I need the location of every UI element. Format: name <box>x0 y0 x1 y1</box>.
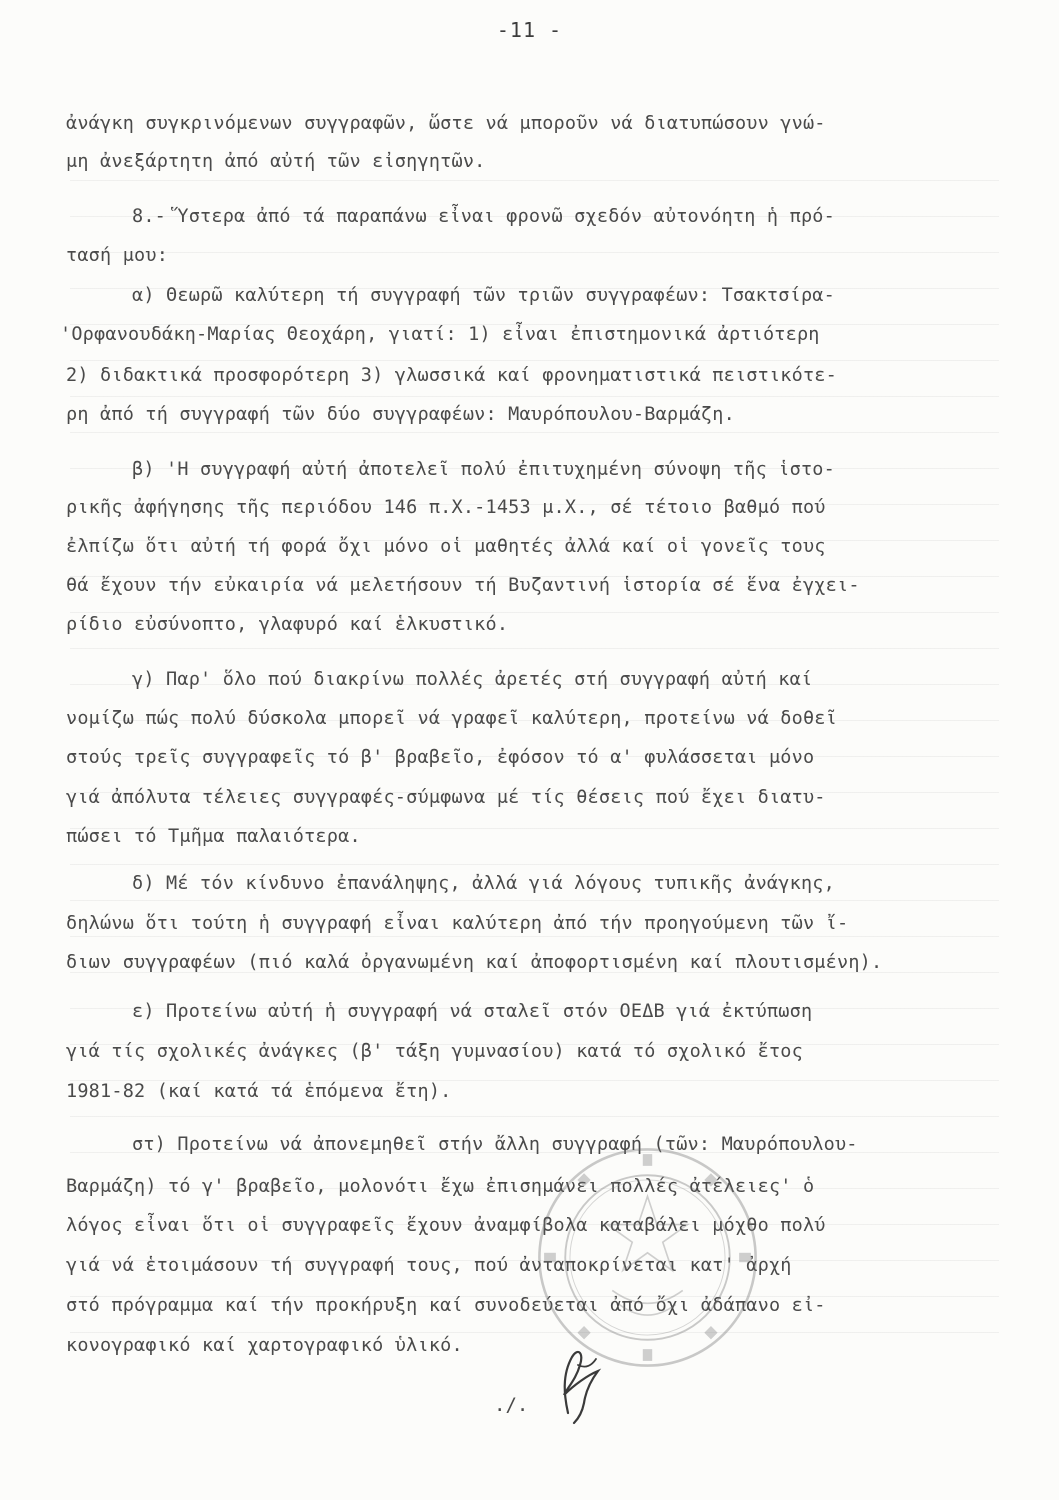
text-line: ρίδιο εὐσύνοπτο, γλαφυρό καί ἑλκυστικό. <box>66 614 509 635</box>
text-line: γιά νά ἑτοιμάσουν τή συγγραφή τους, πού ἀνταποκρίνεται κατ' ἀρχή <box>66 1255 792 1276</box>
text-line: τασή μου: <box>66 245 169 266</box>
text-line: 8.- Ὕστερα ἀπό τά παραπάνω εἶναι φρονῶ σχεδόν αὐτονόητη ἡ πρό- <box>132 206 835 227</box>
page-number: -11 - <box>496 18 563 42</box>
text-line: ε) Προτείνω αὐτή ἡ συγγραφή νά σταλεῖ στόν ΟΕΔΒ γιά ἐκτύπωση <box>132 1001 813 1022</box>
text-line: ρη ἀπό τή συγγραφή τῶν δύο συγγραφέων: Μαυρόπουλου-Βαρμάζη. <box>66 404 735 425</box>
text-line: κονογραφικό καί χαρτογραφικό ὑλικό. <box>66 1335 463 1356</box>
text-line: στ) Προτείνω νά ἀπονεμηθεῖ στήν ἄλλη συγγραφή (τῶν: Μαυρόπουλου- <box>132 1134 858 1155</box>
signature-icon <box>538 1335 618 1425</box>
text-line: λόγος εἶναι ὅτι οἱ συγγραφεῖς ἔχουν ἀναμφίβολα καταβάλει μόχθο πολύ <box>66 1215 826 1236</box>
text-line: θά ἔχουν τήν εὐκαιρία νά μελετήσουν τή Βυζαντινή ἱστορία σέ ἕνα ἐγχει- <box>66 575 860 596</box>
text-line: α) Θεωρῶ καλύτερη τή συγγραφή τῶν τριῶν συγγραφέων: Τσακτσίρα- <box>132 285 835 306</box>
text-line: στούς τρεῖς συγγραφεῖς τό β' βραβεῖο, ἐφόσον τό α' φυλάσσεται μόνο <box>66 747 815 768</box>
text-line: ρικῆς ἀφήγησης τῆς περιόδου 146 π.Χ.-1453 μ.Χ., σέ τέτοιο βαθμό πού <box>66 497 826 518</box>
text-line: Βαρμάζη) τό γ' βραβεῖο, μολονότι ἔχω ἐπισημάνει πολλές ἀτέλειες' ὁ <box>66 1176 815 1197</box>
continuation-mark: ./. <box>494 1394 529 1416</box>
text-line: μη ἀνεξάρτητη ἀπό αὐτή τῶν εἰσηγητῶν. <box>66 151 486 172</box>
text-line: ἀνάγκη συγκρινόμενων συγγραφῶν, ὥστε νά μποροῦν νά διατυπώσουν γνώ- <box>66 113 826 134</box>
text-line: δηλώνω ὅτι τούτη ἡ συγγραφή εἶναι καλύτερη ἀπό τήν προηγούμενη τῶν ἴ- <box>66 913 849 934</box>
text-line: γιά ἀπόλυτα τέλειες συγγραφές-σύμφωνα μέ τίς θέσεις πού ἔχει διατυ- <box>66 787 826 808</box>
text-line: β) 'Η συγγραφή αὐτή ἀποτελεῖ πολύ ἐπιτυχημένη σύνοψη τῆς ἱστο- <box>132 459 835 480</box>
text-line: πώσει τό Τμῆμα παλαιότερα. <box>66 826 361 847</box>
text-line: στό πρόγραμμα καί τήν προκήρυξη καί συνοδεύεται ἀπό ὄχι ἀδάπανο εἰ- <box>66 1295 826 1316</box>
text-line: γιά τίς σχολικές ἀνάγκες (β' τάξη γυμνασίου) κατά τό σχολικό ἔτος <box>66 1041 803 1062</box>
text-line: ἐλπίζω ὅτι αὐτή τή φορά ὄχι μόνο οἱ μαθητές ἀλλά καί οἱ γονεῖς τους <box>66 536 826 557</box>
text-line: 'Ορφανουδάκη-Μαρίας Θεοχάρη, γιατί: 1) εἶναι ἐπιστημονικά ἀρτιότερη <box>60 324 820 345</box>
text-line: δ) Μέ τόν κίνδυνο ἐπανάληψης, ἀλλά γιά λόγους τυπικῆς ἀνάγκης, <box>132 873 835 894</box>
text-line: διων συγγραφέων (πιό καλά ὀργανωμένη καί ἀποφορτισμένη καί πλουτισμένη). <box>66 952 883 973</box>
text-line: 1981-82 (καί κατά τά ἑπόμενα ἔτη). <box>66 1081 452 1102</box>
text-line: γ) Παρ' ὅλο πού διακρίνω πολλές ἀρετές στή συγγραφή αὐτή καί <box>132 669 813 690</box>
text-line: 2) διδακτικά προσφορότερη 3) γλωσσικά καί φρονηματιστικά πειστικότε- <box>66 365 837 386</box>
text-line: νομίζω πώς πολύ δύσκολα μπορεῖ νά γραφεῖ καλύτερη, προτείνω νά δοθεῖ <box>66 708 837 729</box>
